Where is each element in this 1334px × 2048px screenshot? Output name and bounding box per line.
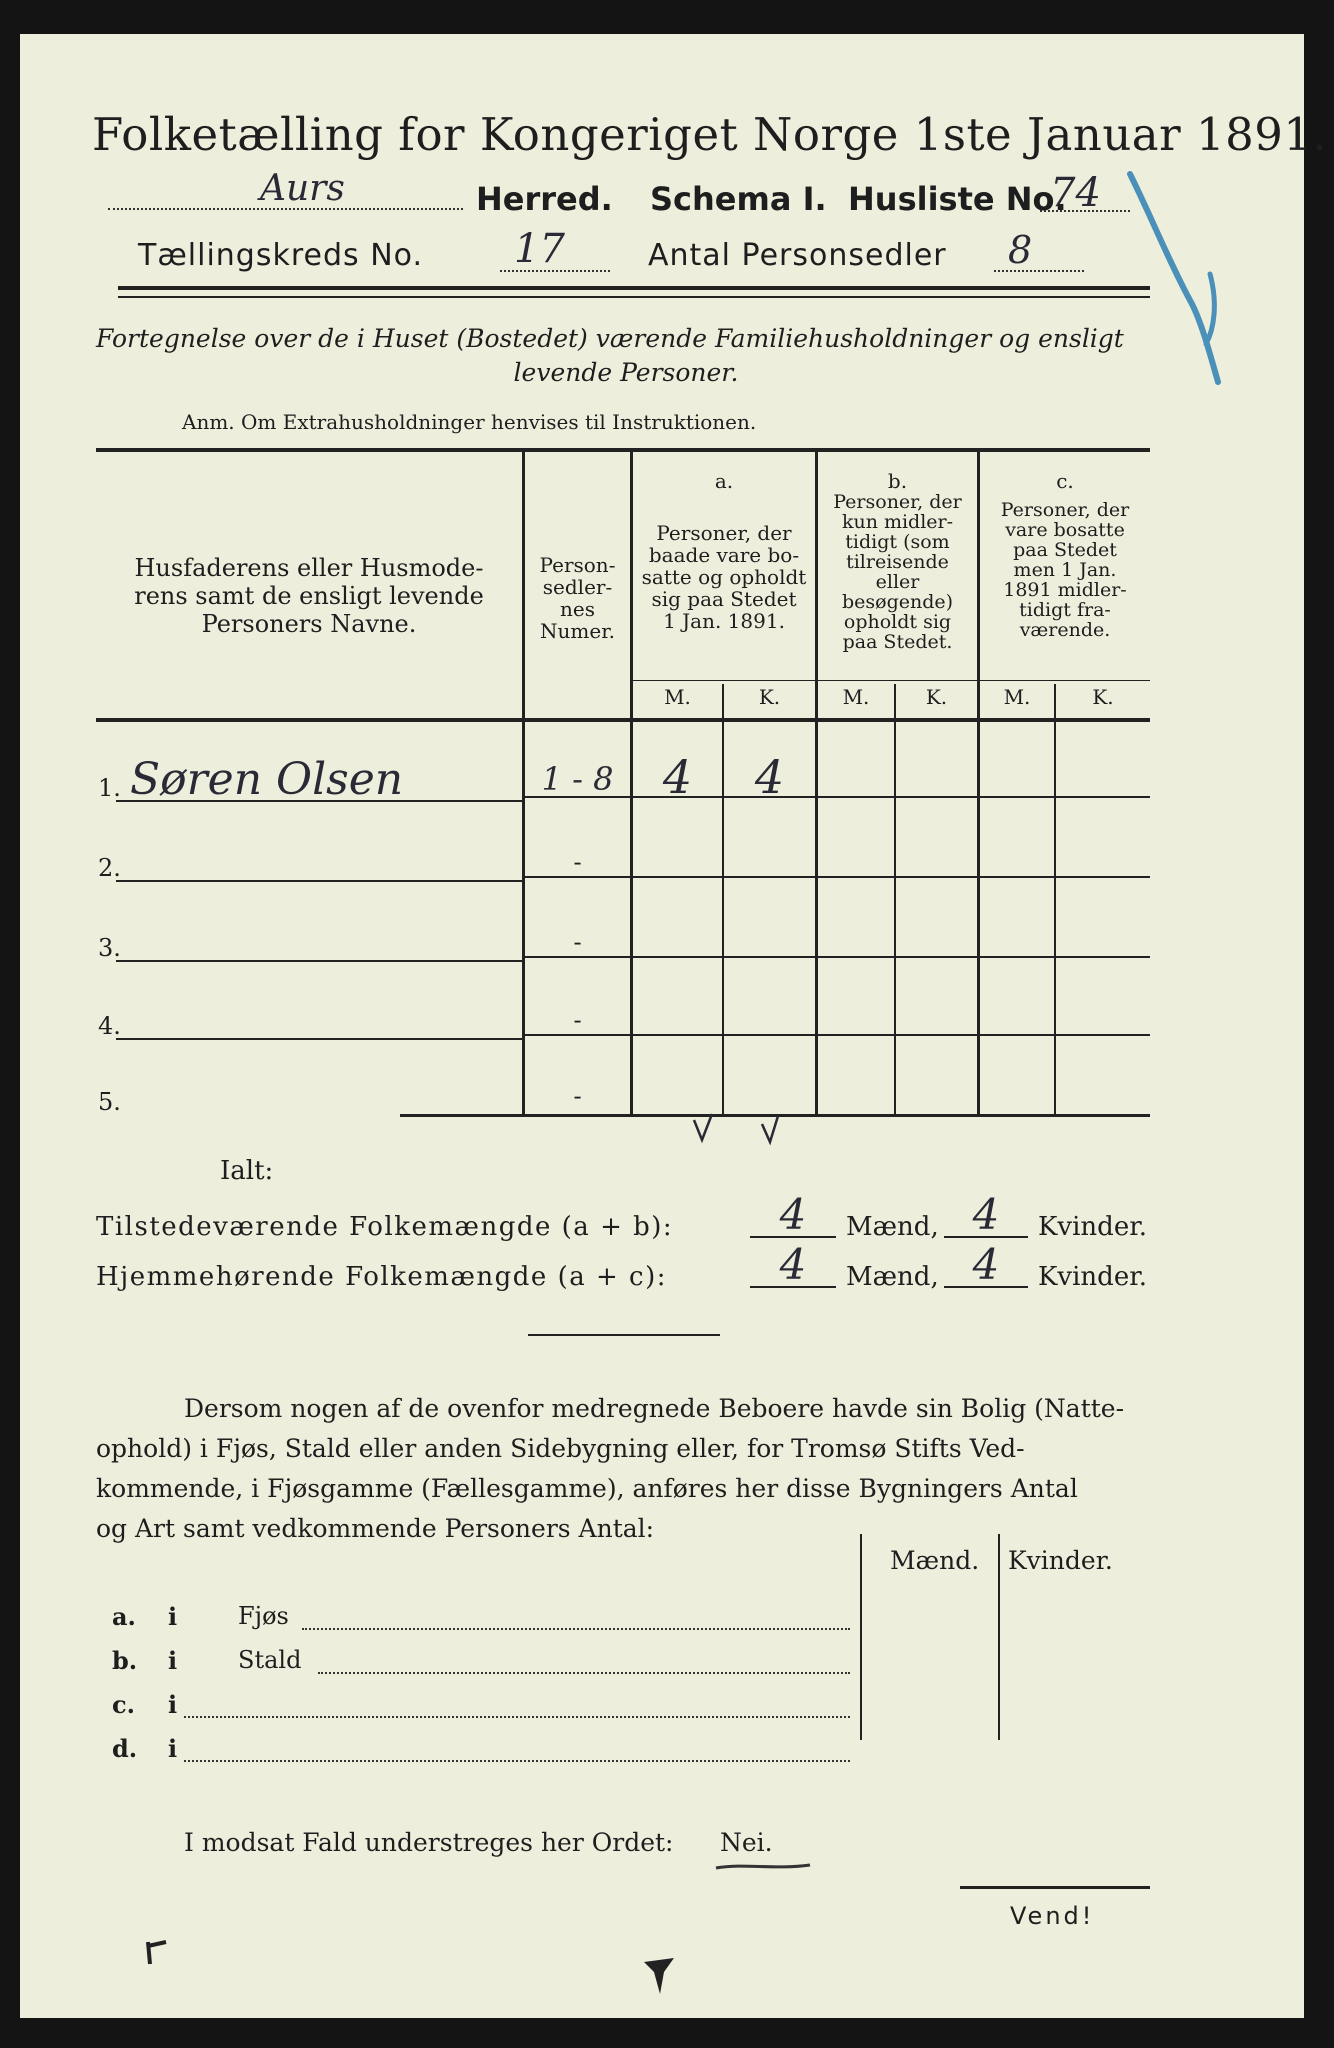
col-a-line: 1 Jan. 1891. [663, 609, 785, 633]
hjemme-k-value: 4 [972, 1240, 1000, 1289]
buildings-divider-1 [860, 1534, 862, 1740]
a-k-label: K. [758, 685, 781, 709]
row-a-m: 4 [662, 750, 693, 804]
col-divider-c-mk [1054, 684, 1056, 1114]
col-b-line: kun midler- [841, 511, 954, 533]
row-num: 1 - 8 [541, 760, 614, 798]
hjemme-label: Hjemmehørende Folkemængde (a + c): [96, 1262, 667, 1292]
row-num: - [573, 1082, 582, 1110]
col-name-line: Husfaderens eller Husmode- [134, 554, 484, 582]
col-num-header [525, 554, 630, 642]
building-prep: i [168, 1690, 178, 1719]
note-line-2: ophold) i Fjøs, Stald eller anden Sidebygning eller, for Tromsø Stifts Ved- [96, 1434, 1025, 1463]
table-top-rule [96, 448, 1150, 452]
header-rule-thick [118, 286, 1150, 290]
col-b-line: tilreisende [846, 551, 949, 573]
hjemme-m-value: 4 [779, 1240, 807, 1289]
note-line-4: og Art samt vedkommende Personers Antal: [96, 1514, 655, 1543]
col-c-line: Personer, der [1000, 499, 1130, 521]
nei-underline-icon [714, 1860, 814, 1874]
b-m-label: M. [842, 685, 870, 709]
buildings-divider-2 [998, 1534, 1000, 1740]
antal-label: Antal Personsedler [648, 238, 947, 273]
c-k-label: K. [1092, 685, 1114, 709]
building-dots [318, 1672, 850, 1674]
kreds-label: Tællingskreds No. [138, 238, 423, 273]
tick-marks-icon [690, 1110, 800, 1150]
header-rule-thin [118, 296, 1150, 298]
col-c-line: værende. [1019, 619, 1111, 641]
building-prep: i [168, 1646, 178, 1675]
col-c-line: 1891 midler- [1003, 579, 1127, 601]
tilstede-k-value: 4 [972, 1190, 1000, 1239]
col-num-line: sedler- [542, 575, 613, 599]
c-m-label: M. [1003, 685, 1031, 709]
col-num-line: Person- [539, 553, 616, 577]
row-num: - [573, 848, 582, 876]
ialt-label: Ialt: [220, 1156, 274, 1186]
hjemme-kvinder: Kvinder. [1038, 1262, 1148, 1292]
row-number: 2. [98, 854, 121, 882]
col-c-line: men 1 Jan. [1013, 559, 1117, 581]
row-name: Søren Olsen [130, 754, 404, 805]
building-letter: a. [112, 1602, 136, 1631]
col-a-line: satte og opholdt [641, 565, 807, 589]
col-a-line: baade vare bo- [648, 543, 800, 567]
mk-rule-a [632, 680, 815, 681]
modsat-text: I modsat Fald understreges her Ordet: [184, 1828, 674, 1857]
anm-note: Anm. Om Extrahusholdninger henvises til Instruktionen. [182, 410, 757, 434]
col-name-line: Personers Navne. [201, 610, 417, 638]
row-num: - [573, 1006, 582, 1034]
herred-value: Aurs [260, 168, 345, 209]
building-letter: b. [112, 1646, 138, 1675]
building-prep: i [168, 1734, 178, 1763]
col-c-line: vare bosatte [1005, 519, 1125, 541]
row-a-k: 4 [754, 750, 785, 804]
table-header-rule [96, 718, 1150, 722]
vend-rule [960, 1886, 1150, 1889]
col-b-letter: b. [887, 469, 908, 493]
col-b-line: besøgende) [841, 591, 954, 613]
row-rule [525, 956, 1150, 958]
col-b-line: paa Stedet. [842, 631, 953, 653]
col-a-line: sig paa Stedet [651, 587, 797, 611]
col-divider-a-mk [722, 684, 724, 1114]
row-rule [116, 960, 522, 962]
col-a-letter: a. [714, 469, 734, 493]
separator-rule [528, 1334, 720, 1336]
building-dots [302, 1628, 850, 1630]
col-name-header [96, 554, 522, 638]
husliste-label: Husliste No. [848, 180, 1067, 218]
col-c-line: tidigt fra- [1019, 599, 1111, 621]
col-a-line: Personer, der [656, 521, 792, 545]
building-label: Fjøs [238, 1602, 289, 1630]
col-c-letter: c. [1056, 469, 1074, 493]
building-letter: d. [112, 1734, 138, 1763]
row-number: 1. [98, 774, 121, 802]
husliste-value: 74 [1050, 170, 1101, 216]
note-line-1: Dersom nogen af de ovenfor medregnede Beboere havde sin Bolig (Natte- [184, 1394, 1125, 1423]
note-line-3: kommende, i Fjøsgamme (Fællesgamme), anføres her disse Bygningers Antal [96, 1474, 1078, 1503]
census-form [20, 34, 1328, 2018]
building-prep: i [168, 1602, 178, 1631]
col-divider-b-mk [894, 684, 896, 1114]
row-rule [525, 1034, 1150, 1036]
building-label: Stald [238, 1646, 302, 1674]
mk-rule-b [817, 680, 977, 681]
col-num-line: nes [560, 597, 595, 621]
col-b-line: tidigt (som [845, 531, 950, 553]
herred-label: Herred. [476, 180, 613, 218]
nei-word: Nei. [720, 1828, 773, 1857]
ink-mark-icon [640, 1954, 680, 1998]
ink-mark-icon [144, 1938, 174, 1968]
row-rule [525, 876, 1150, 878]
form-title: Folketælling for Kongeriget Norge 1ste Januar 1891. [92, 108, 1328, 161]
buildings-head-m: Mænd. [890, 1546, 980, 1575]
intro-line-1: Fortegnelse over de i Huset (Bostedet) værende Familiehusholdninger og ensligt [96, 324, 1124, 353]
row-rule [116, 1038, 522, 1040]
vend-text: Vend! [1010, 1902, 1095, 1930]
row-num: - [573, 928, 582, 956]
intro-line-2: levende Personer. [513, 358, 739, 387]
tilstede-kvinder: Kvinder. [1038, 1212, 1148, 1242]
kreds-value: 17 [514, 226, 565, 272]
col-a-header [633, 522, 815, 632]
mk-rule-c [979, 680, 1150, 681]
col-c-line: paa Stedet [1013, 539, 1117, 561]
tilstede-label: Tilstedeværende Folkemængde (a + b): [96, 1212, 674, 1242]
row-number: 4. [98, 1012, 121, 1040]
b-k-label: K. [925, 685, 948, 709]
row-number: 3. [98, 934, 121, 962]
col-b-line: eller [875, 571, 920, 593]
building-dots [184, 1760, 850, 1762]
building-dots [184, 1716, 850, 1718]
schema-label: Schema I. [650, 180, 827, 218]
col-name-line: rens samt de ensligt levende [134, 582, 484, 610]
col-b-header [818, 492, 977, 652]
building-letter: c. [112, 1690, 135, 1719]
col-c-header [980, 500, 1150, 640]
buildings-head-k: Kvinder. [1008, 1546, 1113, 1575]
a-m-label: M. [664, 685, 691, 709]
antal-value: 8 [1008, 228, 1033, 272]
tilstede-maend: Mænd, [846, 1212, 939, 1242]
hjemme-maend: Mænd, [846, 1262, 939, 1292]
row-rule [116, 880, 522, 882]
col-b-line: Personer, der [833, 491, 962, 513]
col-b-line: opholdt sig [843, 611, 952, 633]
tilstede-m-value: 4 [779, 1190, 807, 1239]
col-num-line: Numer. [540, 619, 615, 643]
row-number: 5. [98, 1088, 121, 1116]
